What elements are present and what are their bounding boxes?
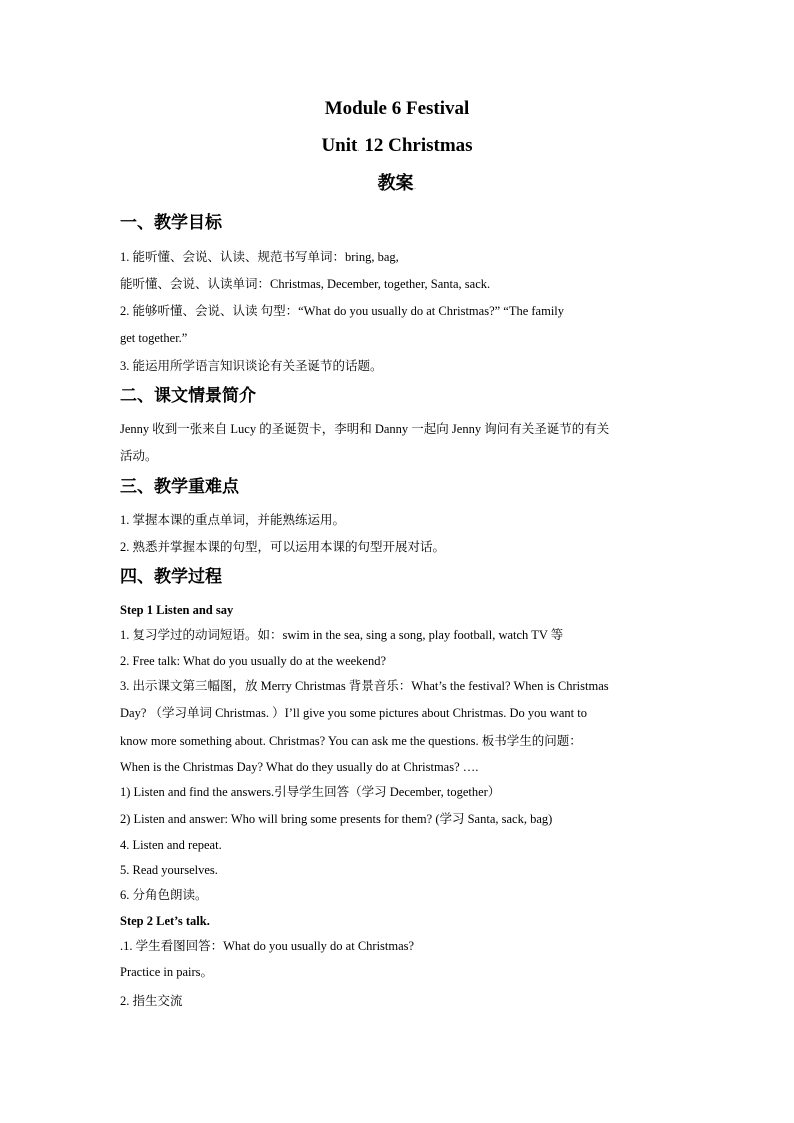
text-line: When is the Christmas Day? What do they usually do at Christmas? ….	[120, 760, 479, 774]
text-line: Day? （学习单词 Christmas. ）I’ll give you some pictures about Christmas. Do you want to	[120, 706, 587, 720]
text-line: 3. 出示课文第三幅图，放 Merry Christmas 背景音乐：What’s the festival? When is Christmas	[120, 679, 609, 693]
unit-rest: 12 Christmas	[359, 135, 473, 156]
text-line: 2. 指生交流	[120, 994, 183, 1008]
text-line: 2. 熟悉并掌握本课的句型，可以运用本课的句型开展对话。	[120, 540, 446, 554]
text-line: 1) Listen and find the answers.引导学生回答（学习 December, together）	[120, 785, 501, 799]
step-heading: Step 2 Let’s talk.	[120, 914, 210, 928]
unit-title	[0, 135, 794, 159]
section-heading-key-points: 三、教学重难点	[120, 477, 239, 497]
plan-label: 教案	[377, 173, 414, 194]
text-line: 2) Listen and answer: Who will bring some presents for them? (学习 Santa, sack, bag)	[120, 812, 553, 826]
text-line: 3. 能运用所学语言知识谈论有关圣诞节的话题。	[120, 359, 383, 373]
text-line: Practice in pairs。	[120, 965, 214, 979]
plan-dot: .	[413, 182, 417, 192]
plan-title	[0, 173, 794, 198]
step-heading: Step 1 Listen and say	[120, 603, 234, 617]
text-line: 2. 能够听懂、会说、认读 句型：“What do you usually do at Christmas?” “The family	[120, 304, 565, 318]
section-heading-process: 四、教学过程	[120, 567, 222, 587]
text-line: 4. Listen and repeat.	[120, 838, 222, 852]
text-line: Jenny 收到一张来自 Lucy 的圣诞贺卡，李明和 Danny 一起向 Jenny 询问有关圣诞节的有关	[120, 422, 610, 436]
text-line: 5. Read yourselves.	[120, 863, 218, 877]
text-line: 6. 分角色朗读。	[120, 888, 208, 902]
section-heading-context: 二、课文情景简介	[120, 386, 256, 406]
section-heading-objectives: 一、教学目标	[120, 213, 222, 233]
text-line: 1. 掌握本课的重点单词，并能熟练运用。	[120, 513, 346, 527]
unit-label: Unit	[321, 135, 358, 156]
module-title: Module 6 Festival	[324, 98, 470, 119]
text-line: 1. 能听懂、会说、认读、规范书写单词：bring, bag,	[120, 250, 399, 264]
text-line: 活动。	[120, 449, 158, 463]
text-line: 2. Free talk: What do you usually do at the weekend?	[120, 654, 387, 668]
unit-dot: .	[357, 143, 360, 153]
text-line: 1. 复习学过的动词短语。如：swim in the sea, sing a song, play football, watch TV 等	[120, 628, 564, 642]
text-line: .1. 学生看图回答：What do you usually do at Christmas?	[120, 939, 415, 953]
text-line: get together.”	[120, 331, 188, 345]
text-line: 能听懂、会说、认读单词：Christmas, December, together, Santa, sack.	[120, 277, 491, 291]
text-line: know more something about. Christmas? You can ask me the questions. 板书学生的问题：	[120, 734, 582, 748]
